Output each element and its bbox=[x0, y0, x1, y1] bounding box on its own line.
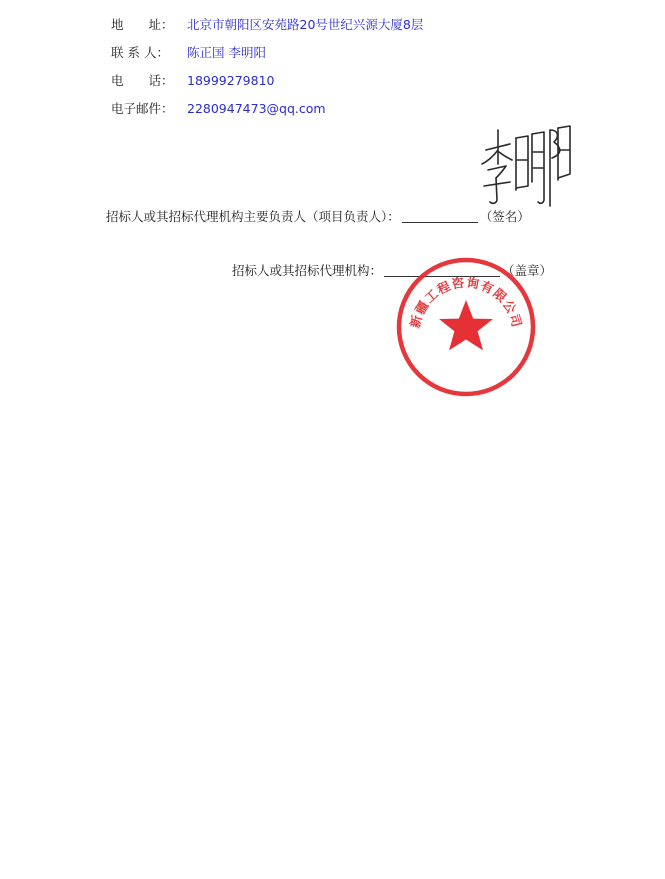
email-row bbox=[111, 101, 326, 117]
phone-row bbox=[111, 73, 274, 89]
address-value: 北京市朝阳区安苑路20号世纪兴源大厦8层 bbox=[187, 17, 424, 32]
email-label: 电子邮件： bbox=[111, 101, 174, 116]
contact-person-label: 联 系 人： bbox=[111, 45, 169, 60]
signature-line-text: 招标人或其招标代理机构主要负责人（项目负责人）： bbox=[106, 209, 400, 224]
company-seal bbox=[395, 256, 537, 398]
signature-line bbox=[106, 209, 530, 225]
phone-label: 电 话： bbox=[111, 73, 174, 88]
stamp-suffix: （盖章） bbox=[502, 263, 553, 278]
phone-value: 18999279810 bbox=[187, 73, 275, 88]
handwritten-signature bbox=[476, 120, 576, 212]
address-label: 地 址： bbox=[111, 17, 174, 32]
contact-person-value: 陈正国 李明阳 bbox=[187, 45, 266, 60]
svg-text:新疆工程咨询有限公司: 新疆工程咨询有限公司 bbox=[407, 274, 525, 330]
contact-person-row bbox=[111, 45, 266, 61]
email-value: 2280947473@qq.com bbox=[187, 101, 326, 116]
signature-blank[interactable] bbox=[402, 210, 478, 223]
stamp-line-text: 招标人或其招标代理机构： bbox=[232, 263, 383, 278]
address-row bbox=[111, 17, 423, 33]
signature-suffix: （签名） bbox=[479, 209, 530, 224]
